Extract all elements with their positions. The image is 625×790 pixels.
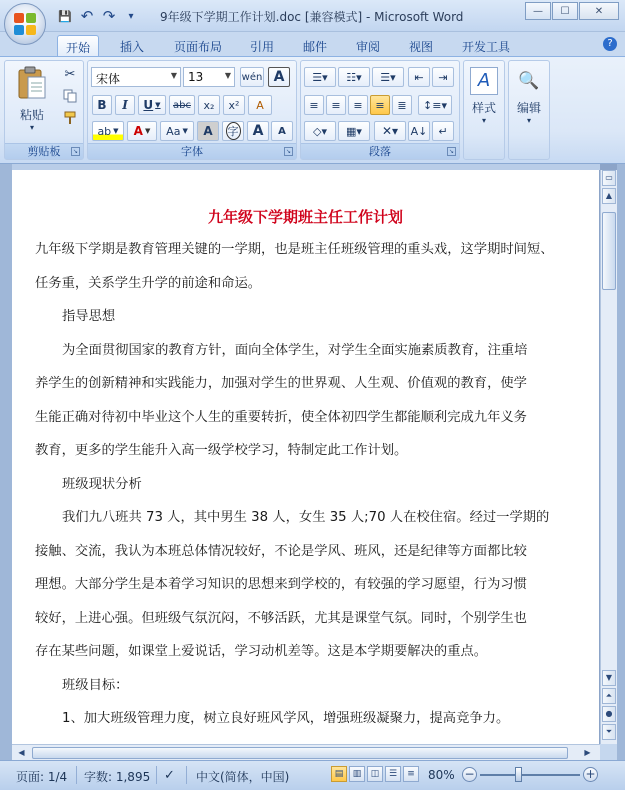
font-color-button[interactable]: A ▼ — [127, 121, 157, 141]
scroll-down-icon[interactable]: ▼ — [602, 670, 616, 686]
clipboard-group — [4, 60, 84, 160]
zoom-slider-track[interactable] — [480, 774, 580, 776]
doc-line: 接触、交流，我认为本班总体情况较好，不论是学风、班风，还是纪律等方面都比较 — [35, 544, 527, 559]
superscript-button[interactable] — [223, 95, 245, 115]
select-browse-object-icon[interactable]: ● — [602, 706, 616, 722]
doc-line: 较好，上进心强。但班级气氛沉闷，不够活跃，尤其是课堂气氛。同时，个别学生也 — [35, 611, 527, 626]
align-right-button[interactable]: ≡ — [348, 95, 368, 115]
zoom-level[interactable]: 80% — [428, 768, 455, 782]
numbering-button[interactable]: ☷▾ — [338, 67, 370, 87]
web-layout-view-icon[interactable]: ◫ — [367, 766, 383, 782]
bullets-button[interactable]: ☰▾ — [304, 67, 336, 87]
close-button[interactable]: ✕ — [579, 2, 619, 20]
clear-formatting-label: A — [256, 98, 264, 112]
editing-button[interactable]: 🔍 编辑 ▾ — [511, 65, 547, 141]
tab-review[interactable]: 审阅 — [355, 40, 380, 54]
strikethrough-label: abc — [173, 99, 191, 111]
styles-group — [463, 60, 505, 160]
outline-view-icon[interactable]: ☰ — [385, 766, 401, 782]
paste-icon — [16, 65, 48, 101]
font-color-label: A — [133, 124, 143, 138]
doc-line: 任务重，关系学生升学的前途和命运。 — [35, 276, 262, 291]
font-name-dropdown-icon[interactable]: ▼ — [170, 71, 177, 80]
full-screen-reading-view-icon[interactable]: ▥ — [349, 766, 365, 782]
doc-line: 理想。大部分学生是本着学习知识的思想来到学校的，有较强的学习愿望，行为习惯 — [35, 577, 527, 592]
font-size-value: 13 — [188, 70, 204, 84]
zoom-out-icon[interactable]: − — [462, 767, 477, 782]
save-icon[interactable]: 💾 — [58, 9, 72, 23]
sort-button[interactable]: A↓ — [408, 121, 430, 141]
increase-indent-button[interactable]: ⇥ — [432, 67, 454, 87]
shading-button[interactable]: ◇▾ — [304, 121, 336, 141]
maximize-button[interactable]: ☐ — [552, 2, 578, 20]
justify-button[interactable]: ≡ — [370, 95, 390, 115]
doc-line: 为全面贯彻国家的教育方针，面向全体学生，对学生全面实施素质教育，注重培 — [62, 343, 528, 358]
vertical-scroll-thumb[interactable] — [602, 212, 616, 290]
italic-button[interactable] — [115, 95, 135, 115]
doc-line: 九年级下学期是教育管理关键的一学期，也是班主任班级管理的重头戏，这学期时间短、 — [35, 242, 554, 257]
copy-icon[interactable] — [61, 87, 79, 105]
draft-view-icon[interactable]: ≡ — [403, 766, 419, 782]
text-highlight-button[interactable]: ab ▼ — [92, 121, 124, 141]
customize-qat-icon[interactable]: ▾ — [128, 10, 134, 22]
scroll-left-icon[interactable]: ◀ — [18, 748, 25, 757]
distributed-button[interactable]: ≣ — [392, 95, 412, 115]
doc-line: 养学生的创新精神和实践能力，加强对学生的世界观、人生观、价值观的教育，使学 — [35, 376, 527, 391]
vertical-scrollbar[interactable] — [600, 170, 617, 744]
phonetic-guide-button[interactable] — [240, 67, 264, 87]
left-frame — [0, 164, 12, 760]
scroll-right-icon[interactable]: ▶ — [584, 748, 591, 757]
doc-heading: 班级目标： — [62, 678, 129, 693]
page-indicator[interactable]: 页面: 1/4 — [16, 770, 68, 784]
align-center-button[interactable]: ≡ — [326, 95, 346, 115]
styles-icon: A — [470, 67, 498, 95]
font-dialog-launcher[interactable]: ↘ — [285, 148, 292, 155]
previous-page-icon[interactable]: ⏶ — [602, 688, 616, 704]
paragraph-group — [300, 60, 460, 160]
view-ruler-icon[interactable]: ▭ — [602, 170, 616, 186]
character-border-label: A — [273, 69, 285, 85]
bold-label: B — [97, 98, 107, 112]
word-count[interactable]: 字数: 1,895 — [84, 770, 151, 784]
font-name-combo[interactable] — [91, 67, 181, 87]
subscript-button[interactable] — [198, 95, 220, 115]
document-page[interactable] — [12, 170, 599, 744]
status-separator — [156, 766, 157, 784]
zoom-in-icon[interactable]: + — [583, 767, 598, 782]
underline-label: U — [143, 98, 154, 112]
font-name-value: 宋体 — [96, 72, 121, 86]
print-layout-view-icon[interactable]: ▤ — [331, 766, 347, 782]
office-button[interactable] — [4, 3, 46, 45]
phonetic-guide-label: wén — [241, 71, 263, 83]
bold-button[interactable] — [92, 95, 112, 115]
chinese-layout-button[interactable]: ✕▾ — [374, 121, 406, 141]
horizontal-scrollbar[interactable] — [12, 744, 600, 760]
doc-heading: 指导思想 — [62, 309, 116, 324]
change-case-button[interactable]: Aa ▼ — [160, 121, 194, 141]
help-icon[interactable]: ? — [603, 37, 617, 51]
paste-button[interactable] — [11, 65, 53, 135]
right-frame — [617, 164, 625, 790]
ribbon — [0, 56, 625, 164]
clipboard-dialog-launcher[interactable]: ↘ — [72, 148, 79, 155]
font-size-combo[interactable] — [183, 67, 235, 87]
styles-label: 样式 — [471, 101, 496, 115]
title-bar — [0, 0, 625, 32]
quick-access-toolbar — [56, 7, 140, 25]
clear-formatting-button[interactable] — [248, 95, 272, 115]
status-bar — [0, 760, 625, 790]
text-highlight-label: ab — [97, 124, 112, 138]
editing-group — [508, 60, 550, 160]
tab-mailings[interactable]: 邮件 — [302, 40, 327, 54]
doc-line: 存在某些问题，如课堂上爱说话，学习动机差等。这是本学期要解决的重点。 — [35, 644, 488, 659]
doc-heading: 班级现状分析 — [62, 477, 142, 492]
strikethrough-button[interactable] — [169, 95, 195, 115]
enclose-characters-button[interactable] — [222, 121, 244, 141]
character-border-button[interactable] — [268, 67, 290, 87]
scroll-up-icon[interactable]: ▲ — [602, 188, 616, 204]
borders-button[interactable]: ▦▾ — [338, 121, 370, 141]
editing-label: 编辑 — [516, 101, 541, 115]
paragraph-group-label: 段落 — [301, 143, 459, 159]
decrease-indent-button[interactable]: ⇤ — [408, 67, 430, 87]
change-case-label: Aa — [166, 124, 181, 138]
cut-icon[interactable]: ✂ — [64, 66, 76, 82]
grow-font-label: A — [252, 123, 264, 139]
format-painter-icon[interactable] — [61, 109, 79, 127]
redo-icon[interactable]: ↷ — [102, 7, 116, 25]
multilevel-list-button[interactable]: ☰▾ — [372, 67, 404, 87]
font-group-label: 字体 — [88, 143, 296, 159]
paste-label: 粘贴 — [19, 108, 44, 122]
proofing-icon[interactable]: ✓ — [164, 768, 175, 783]
character-shading-button[interactable] — [197, 121, 219, 141]
underline-button[interactable]: U ▼ — [138, 95, 166, 115]
office-logo-icon — [14, 13, 36, 35]
tab-developer[interactable]: 开发工具 — [461, 40, 510, 54]
horizontal-scroll-thumb[interactable] — [32, 747, 568, 759]
tab-page-layout[interactable]: 页面布局 — [173, 40, 222, 54]
tab-references[interactable]: 引用 — [249, 40, 274, 54]
show-marks-button[interactable]: ↵ — [432, 121, 454, 141]
line-spacing-button[interactable]: ↕≡▾ — [418, 95, 452, 115]
paste-dropdown-icon[interactable]: ▾ — [29, 123, 34, 132]
doc-line: 我们九八班共 73 人，其中男生 38 人，女生 35 人;70 人在校住宿。经过一学期的 — [62, 510, 550, 525]
status-separator — [76, 766, 77, 784]
undo-icon[interactable]: ↶ — [80, 7, 94, 25]
zoom-slider-thumb[interactable] — [515, 767, 522, 782]
window-title: 9年级下学期工作计划.doc [兼容模式] - Microsoft Word — [160, 10, 464, 24]
shrink-font-button[interactable] — [271, 121, 293, 141]
font-group — [87, 60, 297, 160]
next-page-icon[interactable]: ⏷ — [602, 724, 616, 740]
subscript-label: x₂ — [203, 98, 215, 112]
find-binoculars-icon: 🔍 — [518, 71, 540, 91]
doc-line: 生能正确对待初中毕业这个人生的重要转折，使全体初四学生都能顺利完成九年义务 — [35, 410, 527, 425]
tab-home[interactable]: 开始 — [57, 35, 99, 56]
character-shading-label: A — [203, 124, 213, 138]
tab-insert[interactable]: 插入 — [119, 40, 144, 54]
font-size-dropdown-icon[interactable]: ▼ — [224, 71, 231, 80]
superscript-label: x² — [228, 98, 240, 112]
enclose-characters-label: 字 — [226, 122, 241, 140]
paragraph-dialog-launcher[interactable]: ↘ — [448, 148, 455, 155]
doc-line: 教育，更多的学生能升入高一级学校学习，特制定此工作计划。 — [35, 443, 408, 458]
doc-line: 1、加大班级管理力度，树立良好班风学风，增强班级凝聚力，提高竞争力。 — [62, 711, 510, 726]
shrink-font-label: A — [278, 125, 286, 137]
clipboard-group-label: 剪贴板 — [5, 143, 83, 159]
ribbon-tabs — [0, 32, 625, 56]
grow-font-button[interactable] — [247, 121, 269, 141]
language-indicator[interactable]: 中文(简体，中国) — [196, 770, 290, 784]
status-separator — [186, 766, 187, 784]
align-left-button[interactable]: ≡ — [304, 95, 324, 115]
document-title: 九年级下学期班主任工作计划 — [207, 208, 403, 226]
quick-styles-button[interactable]: A 样式 ▾ — [466, 65, 502, 141]
minimize-button[interactable]: — — [525, 2, 551, 20]
tab-view[interactable]: 视图 — [408, 40, 433, 54]
italic-label: I — [122, 98, 128, 112]
